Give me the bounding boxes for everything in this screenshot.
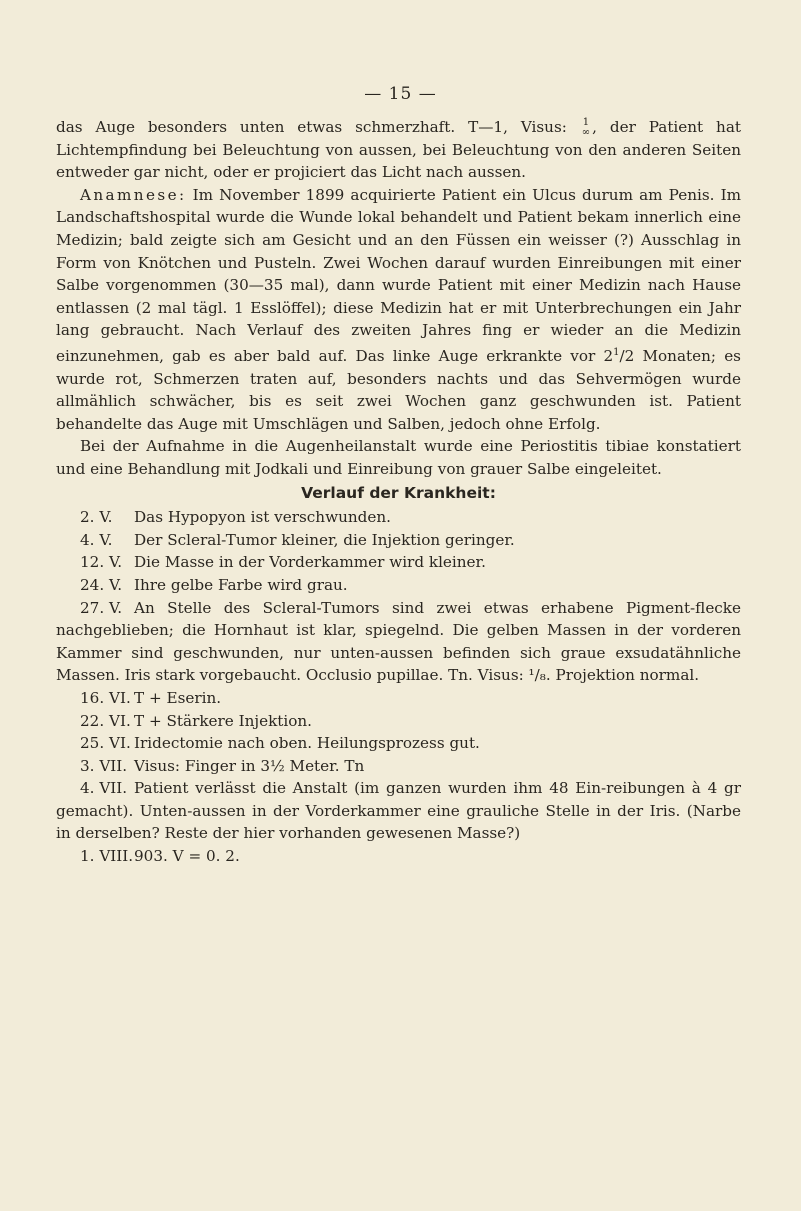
entry-text: 903. V = 0. 2.: [134, 847, 240, 866]
list-item: [56, 732, 741, 755]
list-item: [56, 777, 741, 845]
entry-text: Der Scleral-Tumor kleiner, die Injektion geringer.: [134, 530, 515, 549]
fraction-numerator: 1: [582, 117, 590, 128]
list-item: [56, 710, 741, 733]
entry-date: 12. V.: [80, 553, 123, 572]
paragraph-aufnahme: Bei der Aufnahme in die Augenheilanstalt wurde eine Periostitis tibiae konstatiert und eine Behandlung mit Jodkali und Einreibung von grauer Salbe eingeleitet.: [56, 437, 741, 478]
entry-date: 27. V.: [80, 598, 123, 617]
entry-text: Ihre gelbe Farbe wird grau.: [134, 575, 348, 594]
list-item: [56, 687, 741, 710]
fraction: [582, 118, 590, 138]
entry-date: 16. VI.: [80, 688, 131, 707]
entry-text: Das Hypopyon ist verschwunden.: [134, 508, 391, 527]
paragraph-text: das Auge besonders unten etwas schmerzhaft. T—1, Visus:: [56, 118, 580, 136]
page-number: — 15 —: [364, 84, 437, 104]
fraction-denominator: ∞: [581, 127, 591, 138]
entry-date: 24. V.: [80, 575, 123, 594]
entry-date: 25. VI.: [80, 734, 131, 753]
list-item: [56, 597, 741, 687]
section-heading: Verlauf der Krankheit:: [301, 483, 496, 502]
entry-text: T + Eserin.: [134, 688, 222, 707]
anamnese-label: Anamnese:: [80, 185, 187, 204]
entry-text: T + Stärkere Injektion.: [134, 711, 312, 730]
paragraph-text: /2 Monaten; es wurde rot, Schmerzen traten auf, besonders nachts und das Sehvermögen wurde allmählich schwächer, bis es seit zwei Wochen ganz geschwunden ist. Patient behandelte das Auge mit Umschlägen und Salben, jedoch ohne Erfolg.: [56, 347, 741, 433]
entry-date: 2. V.: [80, 508, 113, 527]
paragraph-text: Im November 1899 acquirierte Patient ein Ulcus durum am Penis. Im Landschaftshospital wurde die Wunde lokal behandelt und Patient bekam innerlich eine Medizin; bald zeigte sich am Gesicht und an den Füssen ein weisser (?) Ausschlag in Form von Knötchen und Pusteln. Zwei Wochen darauf wurden Einreibungen mit einer Salbe vorgenommen (30—35 mal), dann wurde Patient mit einer Medizin nach Hause entlassen (2 mal tägl. 1 Esslöffel); diese Medizin hat er mit Unterbrechungen ein Jahr lang gebraucht. Nach Verlauf des zweiten Jahres fing er wieder an die Medizin einzunehmen, gab es aber bald auf. Das linke Auge erkrankte vor 2: [56, 185, 741, 365]
entry-date: 1. VIII.: [80, 847, 134, 866]
list-item: [56, 529, 741, 552]
list-item: [56, 551, 741, 574]
list-item: [56, 574, 741, 597]
paragraph-anamnese: [56, 184, 741, 436]
superscript: 1: [613, 346, 620, 358]
entry-list: [56, 506, 741, 868]
entry-text: Patient verlässt die Anstalt (im ganzen wurden ihm 48 Ein-reibungen à 4 gr gemacht). Unten-aussen in der Vorderkammer eine grauliche Stelle in der Iris. (Narbe in derselben? Reste der hier vorhanden gewesenen Masse?): [56, 779, 741, 843]
entry-date: 4. V.: [80, 530, 113, 549]
list-item: [56, 845, 741, 868]
list-item: [56, 506, 741, 529]
entry-text: Iridectomie nach oben. Heilungsprozess gut.: [134, 734, 480, 753]
paragraph-text: , der Patient hat Lichtempfindung bei Beleuchtung von aussen, bei Beleuchtung von den anderen Seiten entweder gar nicht, oder er projiciert das Licht nach aussen.: [56, 118, 741, 182]
entry-text: Visus: Finger in 3½ Meter. Tn: [134, 756, 365, 775]
entry-date: 4. VII.: [80, 779, 128, 798]
entry-text: Die Masse in der Vorderkammer wird kleiner.: [134, 553, 486, 572]
entry-date: 22. VI.: [80, 711, 131, 730]
document-body: [56, 116, 741, 868]
paragraph-visus: [56, 116, 741, 184]
entry-text: An Stelle des Scleral-Tumors sind zwei etwas erhabene Pigment-flecke nachgeblieben; die Hornhaut ist klar, spiegelnd. Die gelben Massen in der vorderen Kammer sind geschwunden, nur unten-aussen befinden sich graue exsudatähnliche Massen. Iris stark vorgebaucht. Occlusio pupillae. Tn. Visus: ¹/₈. Projektion normal.: [56, 598, 741, 685]
list-item: [56, 755, 741, 778]
entry-date: 3. VII.: [80, 756, 128, 775]
